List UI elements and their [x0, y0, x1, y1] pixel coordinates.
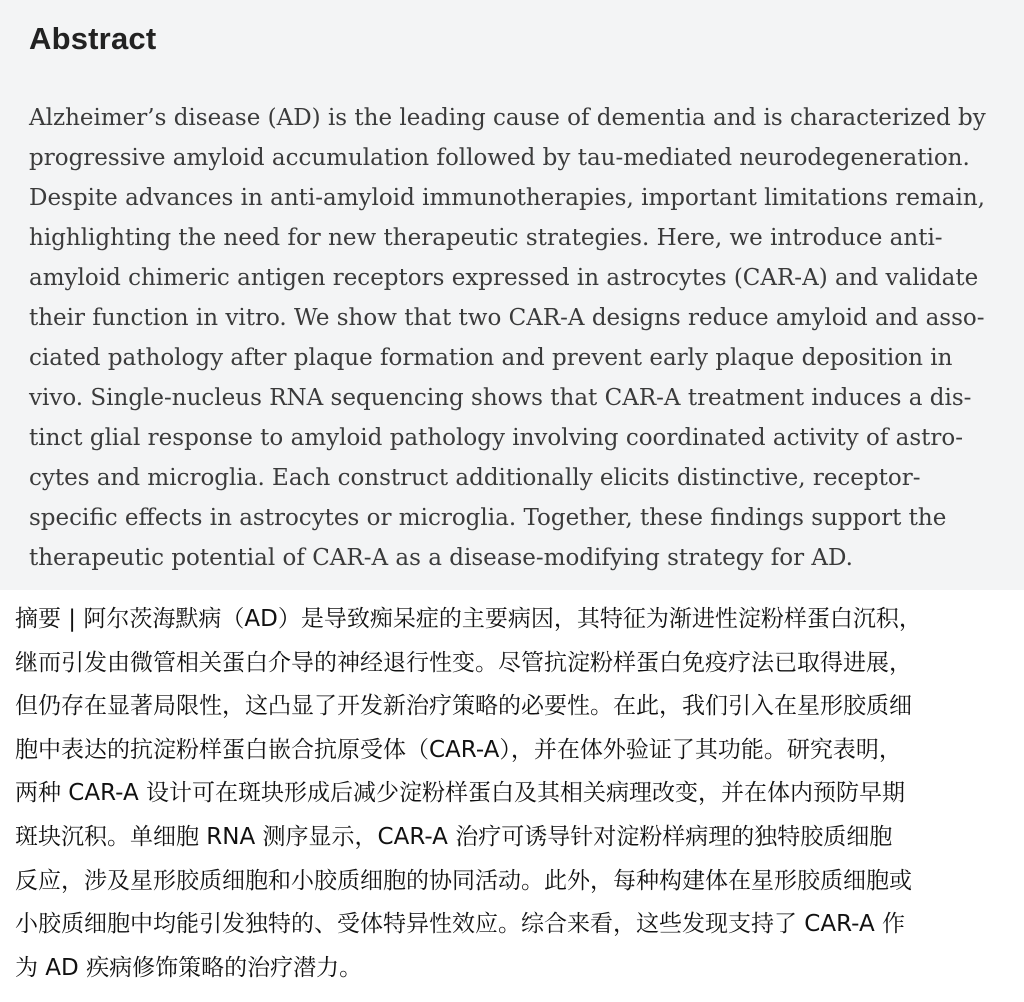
abstract-line: tinct glial response to amyloid pathology involving coordinated activity of astro-: [29, 425, 964, 451]
translation-line: 但仍存在显著局限性，这凸显了开发新治疗策略的必要性。在此，我们引入在星形胶质细: [15, 693, 912, 720]
chinese-translation: [15, 598, 1019, 990]
abstract-body: [29, 98, 1014, 578]
translation-line: 摘要 | 阿尔茨海默病（AD）是导致痴呆症的主要病因，其特征为渐进性淀粉样蛋白沉积，: [15, 606, 922, 632]
abstract-line: Despite advances in anti-amyloid immunotherapies, important limitations remain,: [29, 185, 985, 211]
translation-line: 两种 CAR-A 设计可在斑块形成后减少淀粉样蛋白及其相关病理改变，并在体内预防早期: [15, 780, 905, 807]
abstract-line: ciated pathology after plaque formation and prevent early plaque deposition in: [29, 345, 953, 371]
abstract-line: therapeutic potential of CAR-A as a disease-modifying strategy for AD.: [29, 545, 853, 571]
translation-line: 为 AD 疾病修饰策略的治疗潜力。: [15, 954, 363, 981]
abstract-line: progressive amyloid accumulation followed by tau-mediated neurodegeneration.: [29, 145, 970, 171]
abstract-line: Alzheimer’s disease (AD) is the leading cause of dementia and is characterized by: [29, 105, 986, 131]
abstract-line: cytes and microglia. Each construct additionally elicits distinctive, receptor-: [29, 465, 921, 491]
translation-line: 小胶质细胞中均能引发独特的、受体特异性效应。综合来看，这些发现支持了 CAR-A 作: [15, 911, 905, 938]
translation-line: 斑块沉积。单细胞 RNA 测序显示，CAR-A 治疗可诱导针对淀粉样病理的独特胶质细胞: [15, 823, 893, 850]
translation-line: 继而引发由微管相关蛋白介导的神经退行性变。尽管抗淀粉样蛋白免疫疗法已取得进展，: [15, 649, 912, 676]
abstract-line: highlighting the need for new therapeutic strategies. Here, we introduce anti-: [29, 225, 943, 251]
translation-line: 反应，涉及星形胶质细胞和小胶质细胞的协同活动。此外，每种构建体在星形胶质细胞或: [15, 867, 912, 894]
translation-line: 胞中表达的抗淀粉样蛋白嵌合抗原受体（CAR-A），并在体外验证了其功能。研究表明，: [15, 736, 902, 763]
abstract-line: specific effects in astrocytes or microglia. Together, these findings support the: [29, 505, 947, 531]
abstract-line: vivo. Single-nucleus RNA sequencing shows that CAR-A treatment induces a dis-: [29, 385, 972, 411]
abstract-heading: Abstract: [29, 21, 157, 56]
abstract-line: amyloid chimeric antigen receptors expressed in astrocytes (CAR-A) and validate: [29, 265, 979, 291]
abstract-line: their function in vitro. We show that two CAR-A designs reduce amyloid and asso-: [29, 305, 985, 331]
